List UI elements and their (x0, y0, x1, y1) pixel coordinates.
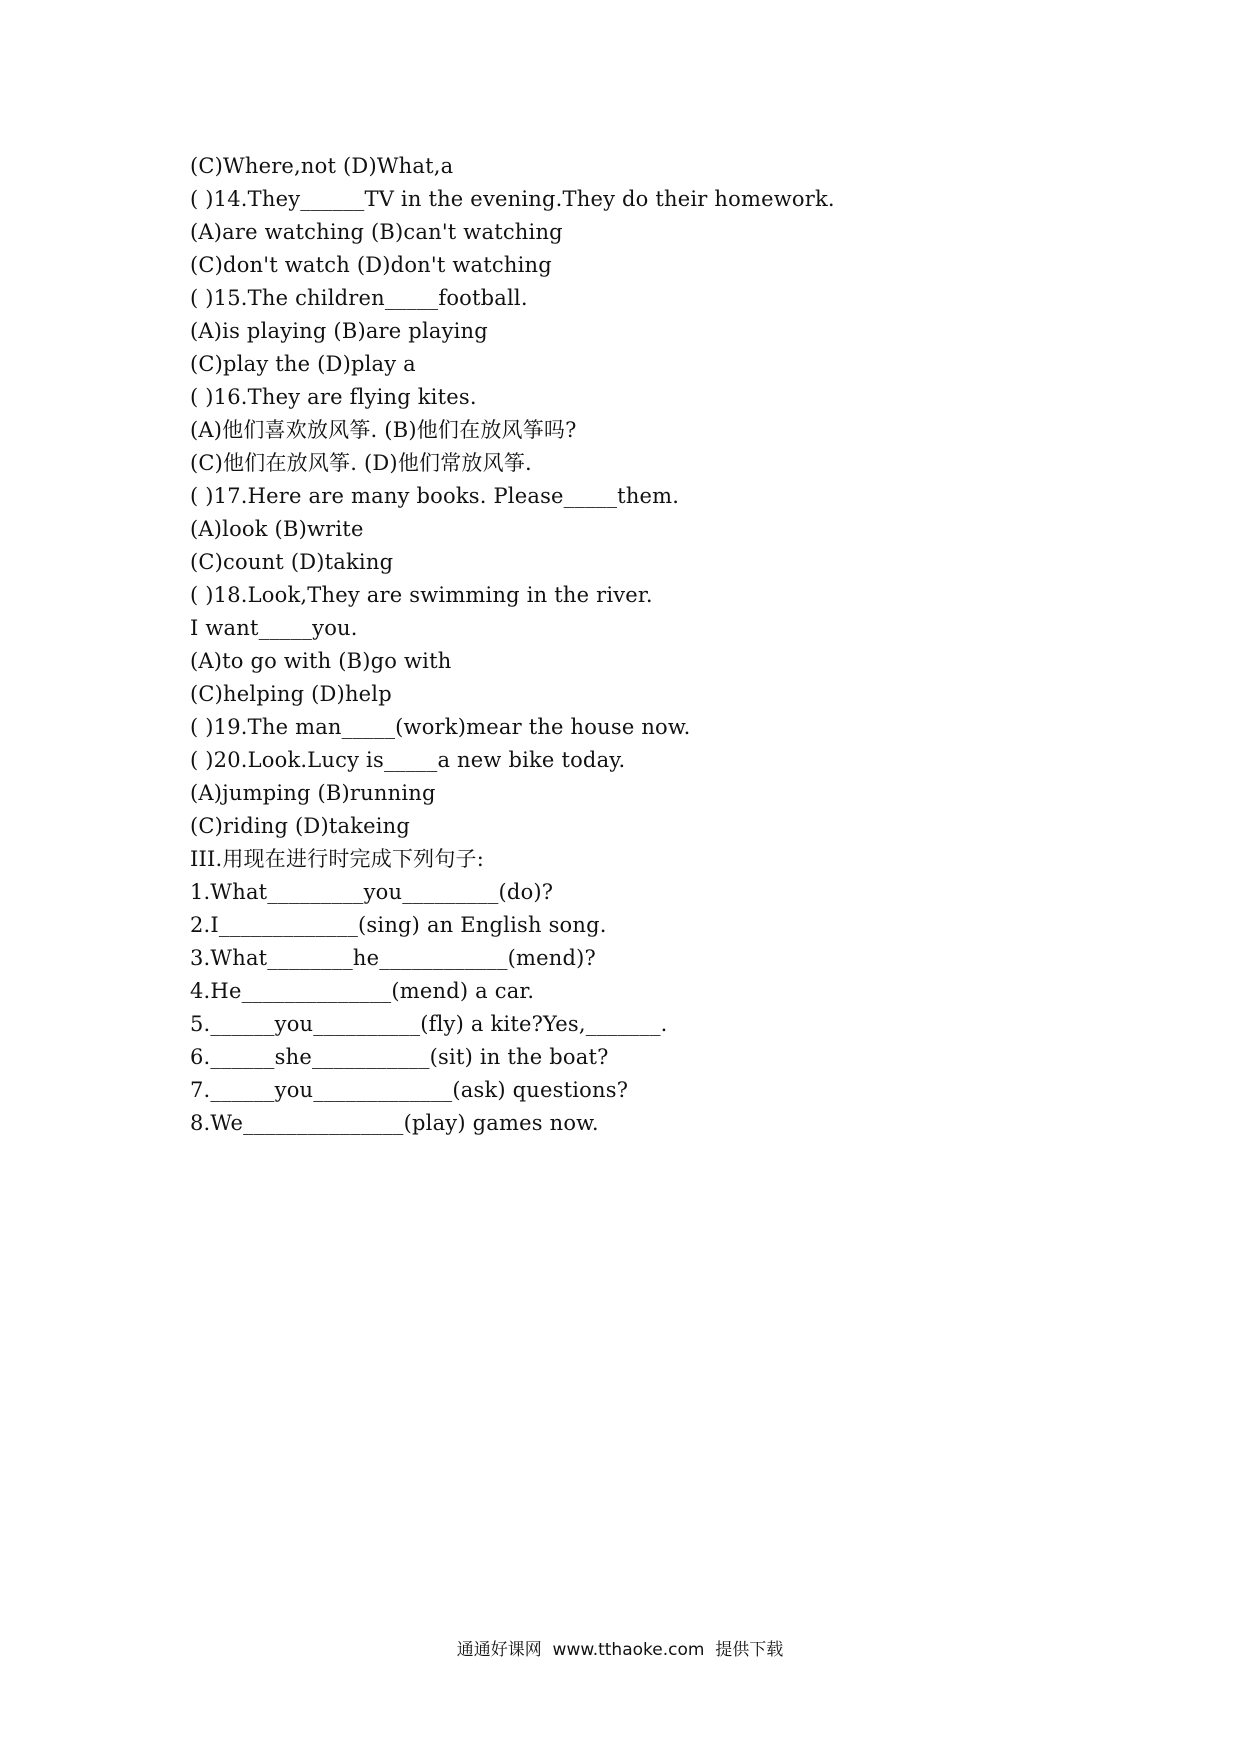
exercise-item-7: 7.______you_____________(ask) questions? (190, 1078, 629, 1102)
question-18: ( )18.Look,They are swimming in the river. (190, 583, 653, 607)
option-line: (A)jumping (B)running (190, 781, 436, 805)
worksheet-content (190, 150, 1090, 1140)
option-line: (A)is playing (B)are playing (190, 319, 488, 343)
question-16: ( )16.They are flying kites. (190, 385, 477, 409)
question-19: ( )19.The man_____(work)mear the house now. (190, 715, 691, 739)
page-footer: 通通好课网 www.tthaoke.com 提供下载 (456, 1640, 784, 1660)
option-line: (A)to go with (B)go with (190, 649, 452, 673)
exercise-item-4: 4.He______________(mend) a car. (190, 979, 535, 1003)
question-20: ( )20.Look.Lucy is_____a new bike today. (190, 748, 626, 772)
option-line: (A)look (B)write (190, 517, 364, 541)
section-heading: III.用现在进行时完成下列句子: (190, 847, 485, 871)
exercise-item-3: 3.What________he____________(mend)? (190, 946, 597, 970)
exercise-item-2: 2.I_____________(sing) an English song. (190, 913, 607, 937)
option-line: (C)count (D)taking (190, 550, 394, 574)
option-line: (C)play the (D)play a (190, 352, 416, 376)
option-line: (A)他们喜欢放风筝. (B)他们在放风筝吗? (190, 418, 577, 442)
exercise-item-8: 8.We_______________(play) games now. (190, 1111, 599, 1135)
exercise-item-1: 1.What_________you_________(do)? (190, 880, 554, 904)
question-17: ( )17.Here are many books. Please_____them. (190, 484, 680, 508)
option-line: (C)don't watch (D)don't watching (190, 253, 552, 277)
option-line: (C)helping (D)help (190, 682, 392, 706)
option-line: (C)Where,not (D)What,a (190, 154, 454, 178)
exercise-item-6: 6.______she___________(sit) in the boat? (190, 1045, 609, 1069)
question-14: ( )14.They______TV in the evening.They do their homework. (190, 187, 835, 211)
option-line: (C)他们在放风筝. (D)他们常放风筝. (190, 451, 532, 475)
exercise-item-5: 5.______you__________(fly) a kite?Yes,_______. (190, 1012, 668, 1036)
option-line: (C)riding (D)takeing (190, 814, 411, 838)
question-18-continued: I want_____you. (190, 616, 358, 640)
option-line: (A)are watching (B)can't watching (190, 220, 563, 244)
question-15: ( )15.The children_____football. (190, 286, 528, 310)
